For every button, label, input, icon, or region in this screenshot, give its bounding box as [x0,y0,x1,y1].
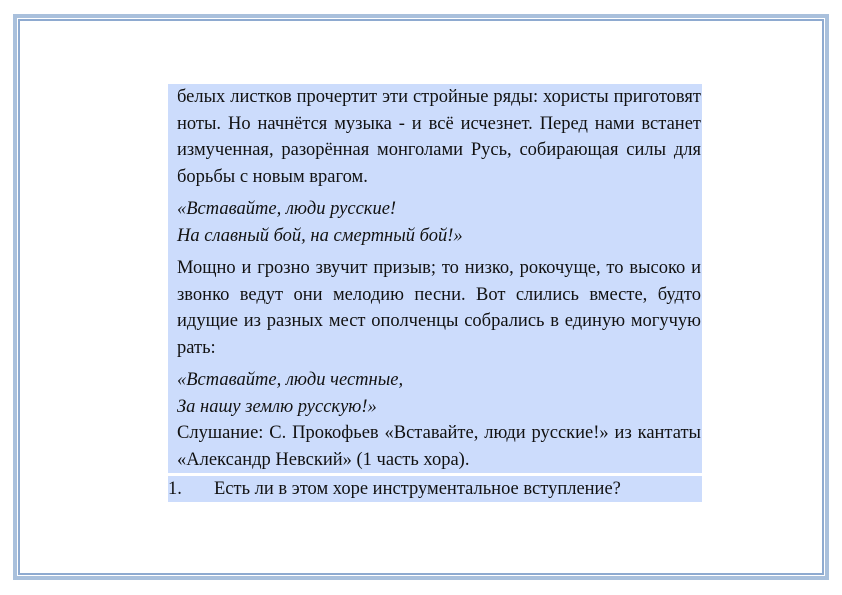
list-item-text: Есть ли в этом хоре инструментальное вступление? [214,479,621,499]
list-item [168,476,702,502]
paragraph-listening: Слушание: С. Прокофьев «Вставайте, люди русские!» из кантаты «Александр Невский» (1 часть хора). [168,420,702,473]
list-item-number: 1. [168,479,182,499]
quote-line: За нашу землю русскую!» [177,396,377,417]
paragraph-intro: белых листков прочертит эти стройные ряды: хористы приготовят ноты. Но начнётся музыка - и всё исчезнет. Перед нами встанет измученная, разорённая монголами Русь, собирающая силы для борьбы с новым врагом. [168,84,702,190]
quote-line: На славный бой, на смертный бой!» [177,225,463,246]
paragraph-description: Мощно и грозно звучит призыв; то низко, рокочуще, то высоко и звонко ведут они мелодию песни. Вот слились вместе, будто идущие из разных мест ополченцы собрались в единую могучую рать: [168,249,702,361]
quote-honest-people [168,361,702,420]
quote-call-to-arms [168,190,702,249]
quote-line: «Вставайте, люди русские! [177,199,397,219]
slide-text-block [168,84,702,502]
quote-line: «Вставайте, люди честные, [177,370,404,390]
